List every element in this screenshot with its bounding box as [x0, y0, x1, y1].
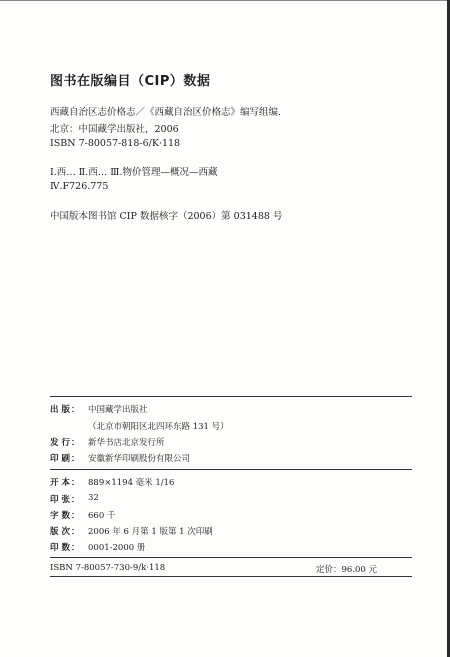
printer-label: 印 刷：: [50, 454, 80, 464]
edition-row: [50, 525, 213, 537]
cip-title-line: 西藏自治区志价格志／《西藏自治区价格志》编写组编.: [50, 107, 282, 118]
cip-call-number-line: Ⅳ.F726.775: [50, 181, 109, 192]
footer-price: 定价：96.00 元: [316, 565, 378, 575]
page-edge-top: [0, 0, 450, 1]
format-value: 889×1194 毫米 1/16: [88, 478, 175, 488]
distributor-label: 发 行：: [50, 438, 80, 448]
format-label: 开 本：: [50, 478, 80, 488]
cip-title: 图书在版编目（CIP）数据: [50, 74, 211, 89]
words-value: 660 千: [88, 511, 116, 521]
footer-isbn: ISBN 7-80057-730-9/k·118: [50, 563, 166, 573]
sheets-label: 印 张：: [50, 495, 80, 505]
cip-isbn-line: ISBN 7-80057-818-6/K·118: [50, 138, 181, 149]
distributor-row: [50, 436, 165, 448]
divider-rule: [50, 576, 412, 577]
sheets-row: [50, 493, 99, 505]
publisher-value: 中国藏学出版社: [88, 405, 148, 415]
sheets-value: 32: [88, 493, 99, 503]
words-row: [50, 509, 115, 521]
printer-row: [50, 452, 190, 464]
publisher-address: （北京市朝阳区北四环东路 131 号）: [88, 422, 229, 432]
edition-label: 版 次：: [50, 527, 80, 537]
copies-value: 0001-2000 册: [88, 543, 146, 553]
divider-rule: [50, 469, 412, 470]
divider-rule: [50, 557, 412, 558]
cip-publisher-line: 北京：中国藏学出版社，2006: [50, 124, 179, 135]
copies-row: [50, 541, 145, 553]
cip-data-number-line: 中国版本图书馆 CIP 数据核字（2006）第 031488 号: [50, 211, 283, 222]
copies-label: 印 数：: [50, 543, 80, 553]
divider-rule: [50, 396, 412, 397]
distributor-value: 新华书店北京发行所: [88, 438, 165, 448]
cip-classification-line: Ⅰ.西… Ⅱ.西… Ⅲ.物价管理—概况—西藏: [50, 167, 218, 178]
words-label: 字 数：: [50, 511, 80, 521]
printer-value: 安徽新华印刷股份有限公司: [88, 454, 191, 464]
edition-value: 2006 年 6 月第 1 版第 1 次印刷: [88, 527, 213, 537]
publisher-row: [50, 403, 148, 415]
format-row: [50, 476, 174, 488]
publisher-label: 出 版：: [50, 405, 80, 415]
